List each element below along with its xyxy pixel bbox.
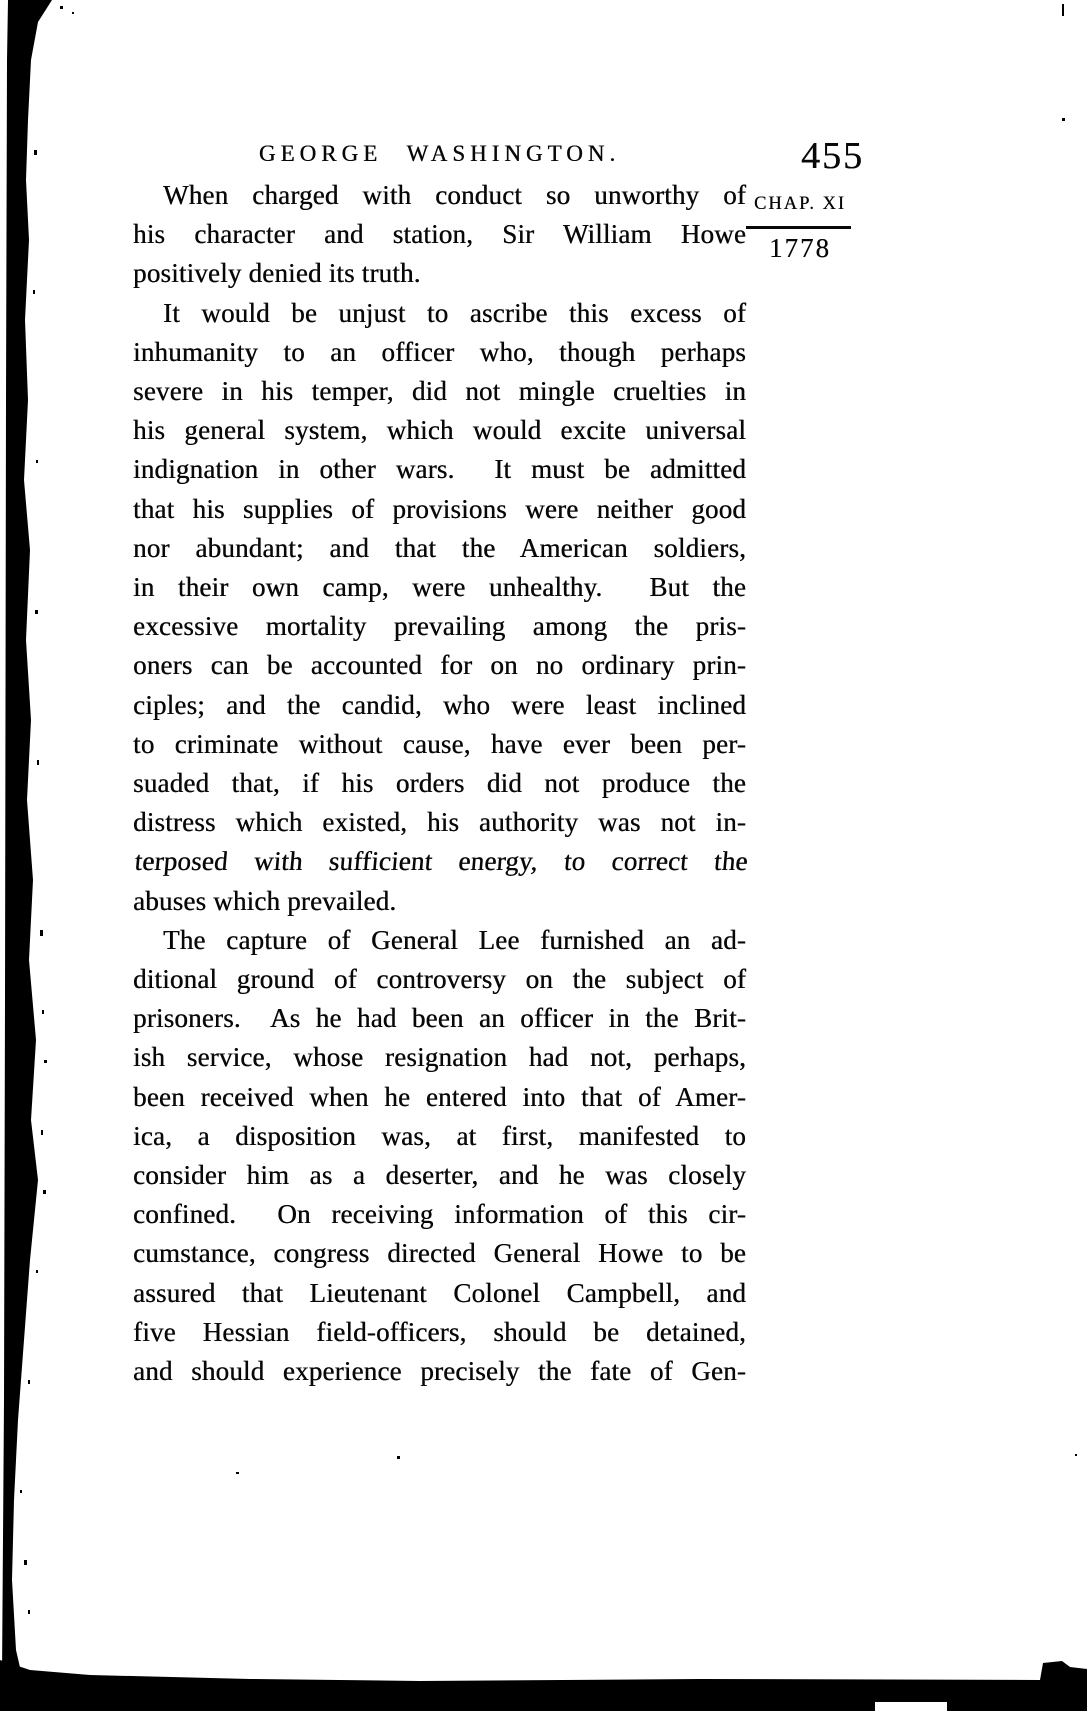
text-line: indignation in other wars. It must be admitted	[133, 454, 746, 485]
text-line: ish service, whose resignation had not, perhaps,	[133, 1042, 746, 1073]
text-line: ica, a disposition was, at first, manifested to	[133, 1120, 746, 1151]
text-line: It would be unjust to ascribe this excess of	[163, 297, 746, 328]
scan-speck	[1062, 118, 1065, 121]
text-line: ditional ground of controversy on the subject of	[133, 964, 746, 995]
text-line: suaded that, if his orders did not produce the	[133, 768, 746, 799]
text-line: prisoners. As he had been an officer in the Brit-	[133, 1003, 746, 1034]
margin-note-year: 1778	[769, 233, 831, 263]
scan-artifact-left-edge	[0, 0, 90, 1711]
text-line: confined. On receiving information of this cir-	[133, 1199, 746, 1230]
text-line: The capture of General Lee furnished an ad-	[163, 924, 746, 955]
text-line: oners can be accounted for on no ordinary prin-	[133, 650, 746, 681]
text-line: that his supplies of provisions were neither good	[133, 493, 746, 524]
text-line: to criminate without cause, have ever been per-	[133, 728, 746, 759]
scan-speck	[1075, 1454, 1077, 1456]
text-line: cumstance, congress directed General Howe to be	[133, 1238, 746, 1269]
body-text	[133, 176, 750, 1391]
scan-speck	[236, 1472, 239, 1474]
scan-artifact-bottom-edge	[0, 1651, 1087, 1711]
text-line: nor abundant; and that the American soldiers,	[133, 532, 746, 563]
margin-note-rule	[746, 226, 851, 229]
text-line: ciples; and the candid, who were least inclined	[133, 689, 746, 720]
text-line: five Hessian field-officers, should be detained,	[133, 1316, 746, 1347]
text-line: in their own camp, were unhealthy. But the	[133, 572, 746, 603]
text-line: positively denied its truth.	[133, 258, 421, 289]
text-line: distress which existed, his authority was not in-	[133, 807, 746, 838]
text-line: been received when he entered into that of Amer-	[133, 1081, 746, 1112]
text-line: assured that Lieutenant Colonel Campbell, and	[133, 1277, 746, 1308]
text-line: inhumanity to an officer who, though perhaps	[133, 336, 746, 367]
text-line: his character and station, Sir William Howe	[133, 219, 746, 250]
text-line: terposed with sufficient energy, to correct the	[133, 846, 750, 877]
running-header-title: GEORGE WASHINGTON.	[258, 141, 621, 166]
text-line: severe in his temper, did not mingle cruelties in	[133, 376, 746, 407]
text-line: abuses which prevailed.	[133, 885, 397, 916]
text-line: excessive mortality prevailing among the pris-	[133, 611, 746, 642]
text-line: his general system, which would excite universal	[133, 415, 746, 446]
page-number: 455	[801, 135, 864, 177]
margin-note-chapter: CHAP. XI	[753, 194, 847, 214]
scan-speck	[397, 1456, 400, 1459]
text-line: When charged with conduct so unworthy of	[163, 180, 746, 210]
scan-speck	[1062, 4, 1064, 16]
text-line: consider him as a deserter, and he was closely	[133, 1160, 746, 1191]
text-line: and should experience precisely the fate of Gen-	[133, 1356, 746, 1387]
